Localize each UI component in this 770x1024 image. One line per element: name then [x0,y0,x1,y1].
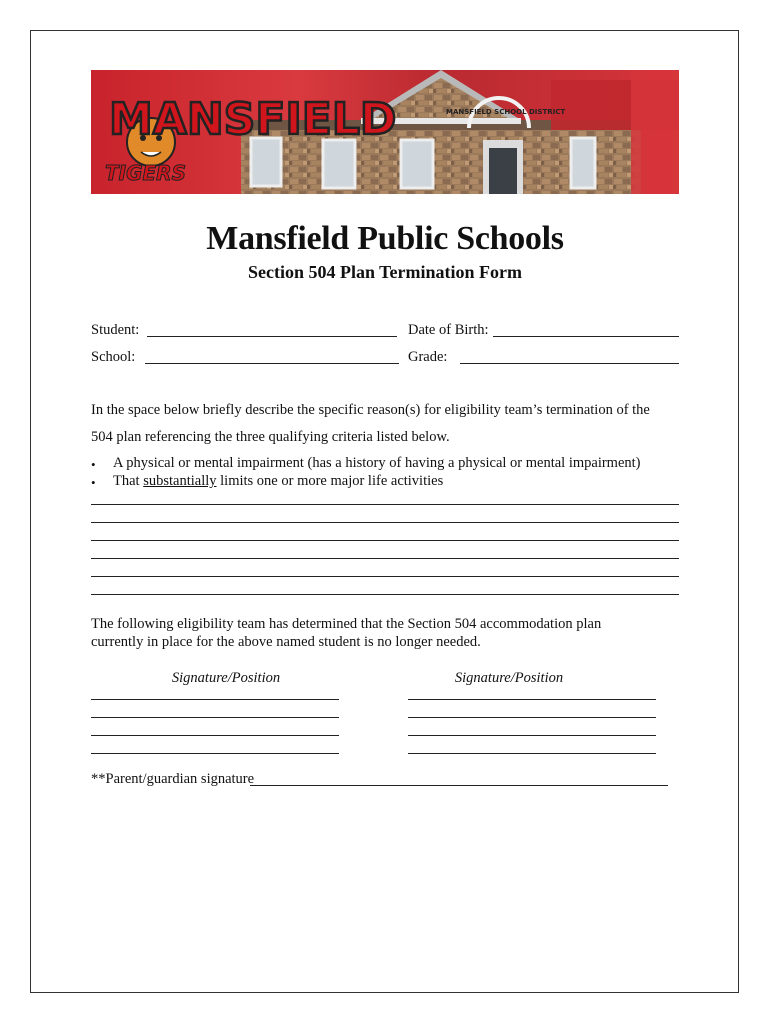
parent-signature-label: **Parent/guardian signature [91,771,255,787]
intro-line-1: In the space below briefly describe the specific reason(s) for eligibility team’s termination of the [91,402,650,418]
right-signature-line[interactable] [408,699,656,700]
right-signature-line[interactable] [408,735,656,736]
reason-line[interactable] [91,540,679,541]
banner-logo-text: MANSFIELD [109,94,397,145]
reason-line[interactable] [91,594,679,595]
dob-label: Date of Birth: [408,322,489,338]
left-signature-line[interactable] [91,753,339,754]
bullet-icon: • [91,457,96,472]
conclusion-line-2: currently in place for the above named student is no longer needed. [91,634,481,650]
parent-signature-line[interactable] [250,785,668,786]
right-signature-line[interactable] [408,753,656,754]
underlined-word: substantially [143,473,217,489]
school-label: School: [91,349,136,365]
intro-line-2: 504 plan referencing the three qualifying criteria listed below. [91,429,450,445]
left-signature-line[interactable] [91,717,339,718]
student-field[interactable] [147,336,397,337]
criteria-item-2: That substantially limits one or more major life activities [113,473,444,489]
page-title: Mansfield Public Schools [206,220,564,257]
bullet-icon: • [91,475,96,490]
left-signature-caption: Signature/Position [171,670,281,686]
criteria-item-1: A physical or mental impairment (has a history of having a physical or mental impairment) [113,455,641,471]
reason-line[interactable] [91,522,679,523]
grade-field[interactable] [460,363,679,364]
student-label: Student: [91,322,140,338]
conclusion-line-1: The following eligibility team has determined that the Section 504 accommodation plan [91,616,602,632]
right-signature-line[interactable] [408,717,656,718]
banner-arch-text: MANSFIELD SCHOOL DISTRICT [446,108,566,116]
reason-line[interactable] [91,558,679,559]
form-subtitle: Section 504 Plan Termination Form [248,262,522,282]
school-field[interactable] [145,363,399,364]
right-signature-caption: Signature/Position [454,670,564,686]
reason-line[interactable] [91,504,679,505]
left-signature-line[interactable] [91,735,339,736]
banner-logo-subtext: TIGERS [105,161,186,185]
reason-line[interactable] [91,576,679,577]
dob-field[interactable] [493,336,679,337]
mansfield-banner-image [91,70,679,194]
grade-label: Grade: [408,349,448,365]
left-signature-line[interactable] [91,699,339,700]
